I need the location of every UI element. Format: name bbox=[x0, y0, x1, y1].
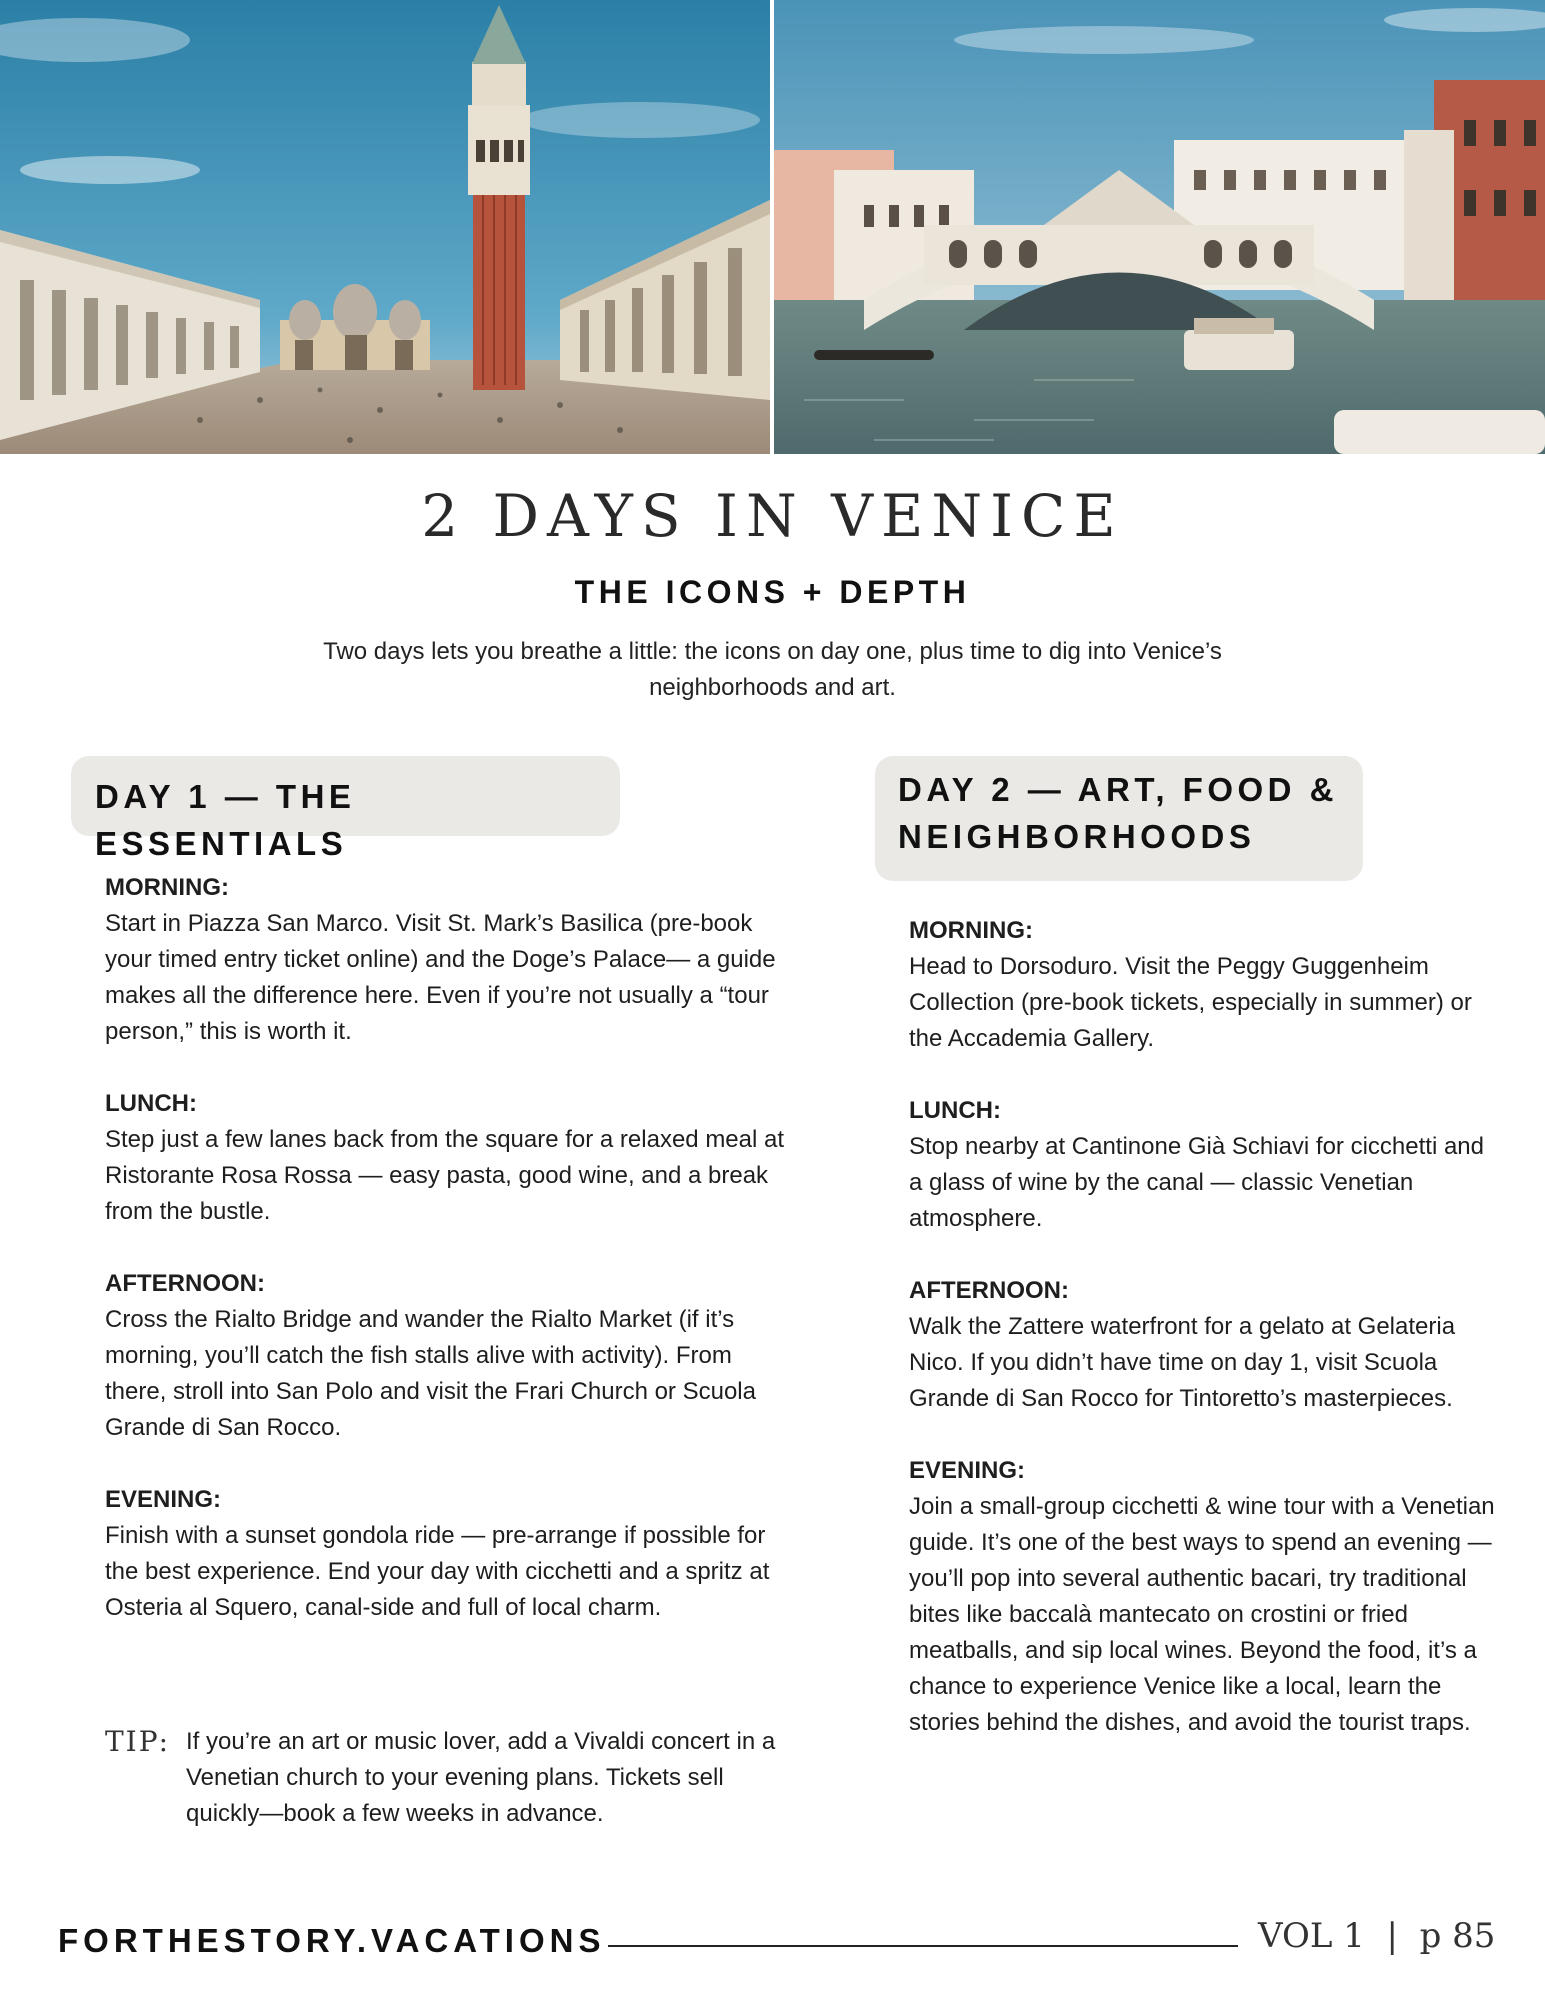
day1-heading-text: DAY 1 — THE ESSENTIALS bbox=[95, 778, 356, 862]
day2-evening bbox=[909, 1453, 1499, 1741]
day2-heading-line1: DAY 2 — ART, FOOD & bbox=[898, 771, 1339, 808]
section-label: EVENING: bbox=[105, 1486, 222, 1513]
section-text: Finish with a sunset gondola ride — pre-arrange if possible for the best experience. End your day with cicchetti and a spritz at Osteria al Squero, canal-side and full of local charm. bbox=[105, 1522, 770, 1621]
section-label: AFTERNOON: bbox=[105, 1270, 265, 1297]
footer-brand: FORTHESTORY.VACATIONS bbox=[58, 1922, 606, 1959]
day1-lunch bbox=[105, 1086, 795, 1230]
photo-piazza-san-marco bbox=[0, 0, 770, 454]
day2-heading bbox=[875, 756, 1363, 881]
photo-rialto-bridge bbox=[774, 0, 1545, 454]
day1-afternoon bbox=[105, 1266, 795, 1446]
page-subtitle: THE ICONS + DEPTH bbox=[574, 574, 971, 610]
section-text: Walk the Zattere waterfront for a gelato at Gelateria Nico. If you didn’t have time on day 1, visit Scuola Grande di San Rocco for Tintoretto’s masterpieces. bbox=[909, 1313, 1456, 1412]
day1-heading bbox=[71, 756, 620, 862]
day2-itinerary bbox=[909, 913, 1499, 1777]
footer-page-info bbox=[1258, 1916, 1495, 1956]
section-text: Head to Dorsoduro. Visit the Peggy Guggenheim Collection (pre-book tickets, especially in summer) or the Accademia Gallery. bbox=[909, 953, 1472, 1052]
section-label: MORNING: bbox=[909, 917, 1033, 944]
section-label: MORNING: bbox=[105, 874, 229, 901]
tip-text: If you’re an art or music lover, add a Vivaldi concert in a Venetian church to your evening plans. Tickets sell quickly—book a few weeks in advance. bbox=[186, 1728, 776, 1827]
section-text: Step just a few lanes back from the square for a relaxed meal at Ristorante Rosa Rossa — easy pasta, good wine, and a break from the bustle. bbox=[105, 1126, 785, 1225]
volume-label: VOL 1 bbox=[1258, 1916, 1365, 1956]
section-label: LUNCH: bbox=[909, 1097, 1001, 1124]
day1-morning bbox=[105, 870, 795, 1050]
hero-photos bbox=[0, 0, 1545, 454]
section-label: LUNCH: bbox=[105, 1090, 197, 1117]
section-label: EVENING: bbox=[909, 1457, 1026, 1484]
section-text: Cross the Rialto Bridge and wander the Rialto Market (if it’s morning, you’ll catch the fish stalls alive with activity). From there, stroll into San Polo and visit the Frari Church or Scuola Grande di San Rocco. bbox=[105, 1306, 756, 1441]
day1-itinerary bbox=[105, 870, 795, 1662]
section-text: Start in Piazza San Marco. Visit St. Mark’s Basilica (pre-book your timed entry ticket online) and the Doge’s Palace— a guide makes all the difference here. Even if you’re not usually a “tour person,” this is worth it. bbox=[105, 910, 776, 1045]
section-text: Stop nearby at Cantinone Già Schiavi for cicchetti and a glass of wine by the canal — classic Venetian atmosphere. bbox=[909, 1133, 1484, 1232]
separator: | bbox=[1386, 1916, 1398, 1956]
day2-afternoon bbox=[909, 1273, 1499, 1417]
footer-divider bbox=[608, 1945, 1238, 1947]
day2-lunch bbox=[909, 1093, 1499, 1237]
section-label: AFTERNOON: bbox=[909, 1277, 1069, 1304]
intro-paragraph: Two days lets you breathe a little: the icons on day one, plus time to dig into Venice’s neighborhoods and art. bbox=[323, 638, 1222, 701]
tip-label: TIP: bbox=[105, 1725, 171, 1758]
day2-morning bbox=[909, 913, 1499, 1057]
page-number: p 85 bbox=[1419, 1916, 1496, 1956]
day1-evening bbox=[105, 1482, 795, 1626]
section-text: Join a small-group cicchetti & wine tour with a Venetian guide. It’s one of the best ways to spend an evening — you’ll pop into several authentic bacari, try traditional bites like baccalà mantecato on crostini or fried meatballs, and sip local wines. Beyond the food, it’s a chance to experience Venice like a local, learn the stories behind the dishes, and avoid the tourist traps. bbox=[909, 1493, 1495, 1736]
page-title: 2 DAYS IN VENICE bbox=[421, 482, 1124, 550]
day2-heading-line2: NEIGHBORHOODS bbox=[898, 818, 1256, 855]
